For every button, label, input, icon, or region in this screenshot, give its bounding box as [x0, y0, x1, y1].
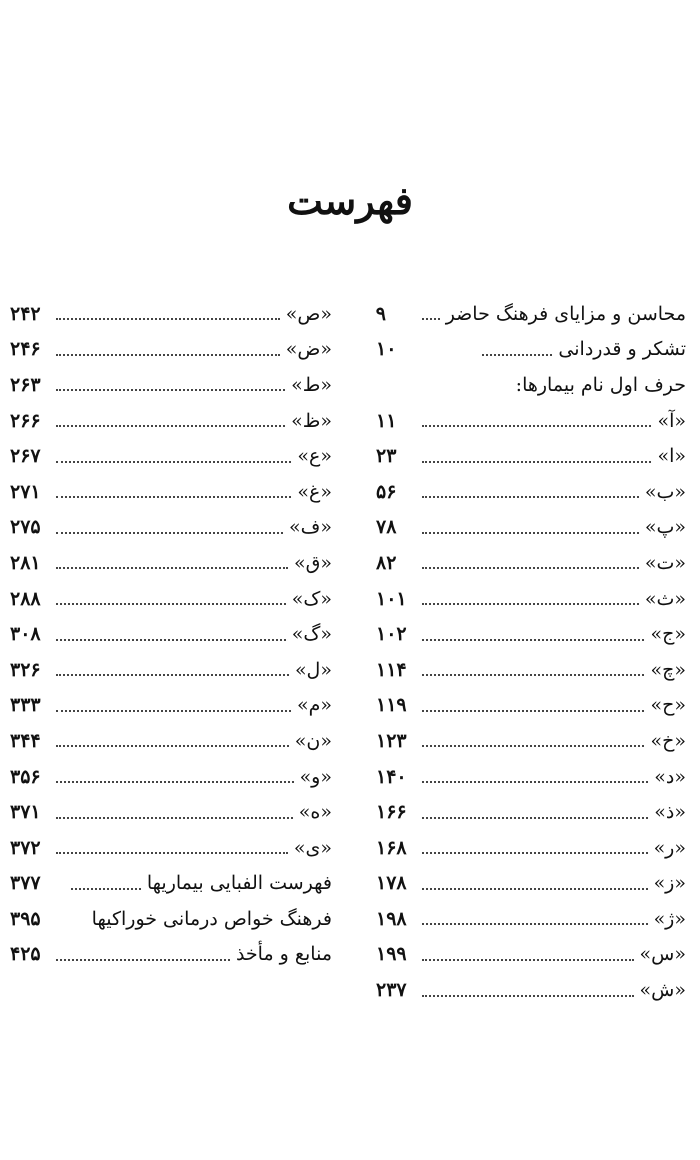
toc-entry-label: «ی» [293, 836, 332, 859]
toc-entry [376, 510, 686, 546]
toc-entry [10, 937, 332, 973]
toc-entry [376, 403, 686, 439]
toc-entry [10, 545, 332, 581]
toc-entry [10, 438, 332, 474]
dot-leader [422, 851, 648, 854]
toc-entry [10, 830, 332, 866]
toc-entry [376, 866, 686, 902]
toc-entry [10, 474, 332, 510]
toc-entry [10, 332, 332, 368]
toc-entry-label: «ح» [650, 694, 686, 717]
toc-entry-label: «د» [654, 765, 686, 788]
toc-entry-page: ۲۴۶ [10, 338, 41, 361]
toc-entry-page: ۲۶۳ [10, 373, 41, 396]
dot-leader [422, 638, 644, 641]
toc-entry-page: ۳۹۵ [10, 907, 41, 930]
dot-leader [56, 602, 286, 605]
dot-leader [56, 566, 288, 569]
page-title: فهرست [287, 178, 413, 223]
toc-entry [376, 296, 686, 332]
dot-leader [422, 780, 648, 783]
toc-left-column [10, 296, 332, 972]
dot-leader [56, 388, 285, 391]
toc-entry-page: ۲۸۱ [10, 551, 41, 574]
toc-entry [376, 830, 686, 866]
dot-leader [482, 353, 552, 356]
dot-leader [56, 460, 291, 463]
dot-leader [56, 317, 280, 320]
toc-entry-label: «خ» [650, 729, 686, 752]
toc-entry-page: ۲۷۵ [10, 516, 41, 539]
dot-leader [56, 424, 285, 427]
toc-entry-label: «ل» [294, 658, 332, 681]
dot-leader [422, 994, 634, 997]
toc-entry-label: «غ» [297, 480, 332, 503]
dot-leader [422, 887, 648, 890]
dot-leader [56, 744, 289, 747]
toc-entry-label: «ز» [653, 872, 686, 895]
toc-entry [376, 901, 686, 937]
toc-entry [376, 688, 686, 724]
toc-entry-label: «ژ» [653, 907, 686, 930]
dot-leader [422, 709, 644, 712]
toc-entry-page: ۳۲۶ [10, 658, 41, 681]
toc-entry [376, 794, 686, 830]
toc-entry [376, 332, 686, 368]
dot-leader [56, 495, 291, 498]
toc-entry-label: «پ» [644, 516, 686, 539]
toc-entry-label: «م» [296, 694, 332, 717]
toc-entry-page: ۵۶ [376, 480, 397, 503]
toc-entry-label: «چ» [650, 658, 686, 681]
dot-leader [71, 887, 141, 890]
toc-entry [10, 581, 332, 617]
dot-leader [422, 816, 648, 819]
toc-entry-label: «گ» [291, 623, 332, 646]
toc-entry-label: منابع و مأخذ [235, 943, 332, 966]
toc-entry-page: ۲۶۷ [10, 445, 41, 468]
toc-entry-label: «و» [299, 765, 332, 788]
dot-leader [56, 816, 293, 819]
toc-entry [10, 688, 332, 724]
toc-entry-page: ۸۲ [376, 551, 397, 574]
toc-entry [376, 474, 686, 510]
dot-leader [422, 317, 440, 320]
toc-entry-page: ۳۵۶ [10, 765, 41, 788]
toc-entry-page: ۲۸۸ [10, 587, 41, 610]
toc-entry-label: «ر» [653, 836, 686, 859]
toc-entry-page: ۱۴۰ [376, 765, 407, 788]
toc-entry-page: ۱۰۱ [376, 587, 407, 610]
dot-leader [422, 566, 639, 569]
toc-entry-page: ۳۳۳ [10, 694, 41, 717]
toc-entry-label: «ظ» [291, 409, 332, 432]
dot-leader [56, 638, 286, 641]
toc-entry-page: ۳۷۱ [10, 801, 41, 824]
dot-leader [422, 602, 639, 605]
toc-entry-page: ۱۰۲ [376, 623, 407, 646]
toc-entry-page: ۱۲۳ [376, 729, 407, 752]
toc-entry-page: ۲۴۲ [10, 302, 41, 325]
toc-entry [376, 581, 686, 617]
toc-entry [376, 972, 686, 1008]
toc-entry [10, 296, 332, 332]
dot-leader [56, 851, 288, 854]
toc-entry-page: ۹ [375, 302, 386, 325]
dot-leader [422, 460, 651, 463]
dot-leader [422, 744, 644, 747]
dot-leader [56, 353, 280, 356]
toc-entry-page: ۱۷۸ [376, 872, 407, 895]
toc-entry-page: ۱۱۹ [376, 694, 407, 717]
toc-entry-page: ۲۳ [376, 445, 397, 468]
toc-entry-page: ۲۷۱ [10, 480, 41, 503]
toc-entry-page: ۳۴۴ [10, 729, 41, 752]
toc-entry-page: ۲۶۶ [10, 409, 41, 432]
toc-entry-label: «ذ» [654, 801, 686, 824]
toc-entry [376, 367, 686, 403]
dot-leader [56, 673, 289, 676]
dot-leader [422, 495, 639, 498]
toc-entry [376, 759, 686, 795]
dot-leader [56, 958, 230, 961]
toc-entry [10, 759, 332, 795]
toc-entry [10, 794, 332, 830]
dot-leader [56, 709, 291, 712]
toc-entry-label: فهرست الفبایی بیماریها [146, 872, 332, 895]
toc-entry-label: «ج» [650, 623, 686, 646]
toc-entry-label: «ش» [639, 979, 686, 1002]
dot-leader [56, 531, 283, 534]
toc-entry [376, 438, 686, 474]
toc-entry-label: «ض» [285, 338, 332, 361]
toc-entry-label: «ع» [297, 445, 332, 468]
toc-entry [376, 545, 686, 581]
toc-entry-label: فرهنگ خواص درمانی خوراکیها [91, 907, 332, 930]
toc-entry [10, 510, 332, 546]
toc-entry-label: «س» [639, 943, 686, 966]
toc-entry-page: ۳۷۷ [10, 872, 41, 895]
toc-entry-label: محاسن و مزایای فرهنگ حاضر [445, 302, 686, 325]
dot-leader [422, 673, 644, 676]
toc-entry-label: «ص» [285, 302, 332, 325]
toc-entry [10, 901, 332, 937]
toc-entry [10, 723, 332, 759]
toc-entry [10, 616, 332, 652]
toc-entry-page: ۱۹۹ [376, 943, 407, 966]
toc-entry-page: ۱۰ [376, 338, 397, 361]
toc-entry-page: ۱۱ [376, 409, 397, 432]
toc-entry-label: «ت» [644, 551, 686, 574]
dot-leader [422, 424, 651, 427]
toc-entry-label: «ه» [298, 801, 332, 824]
dot-leader [422, 958, 634, 961]
toc-entry-page: ۱۹۸ [376, 907, 407, 930]
toc-entry [376, 937, 686, 973]
toc-entry-page: ۳۷۲ [10, 836, 41, 859]
toc-entry-label: «ب» [644, 480, 686, 503]
toc-entry [10, 367, 332, 403]
toc-entry-label: تشکر و قدردانی [558, 338, 686, 361]
toc-entry-page: ۷۸ [376, 516, 397, 539]
toc-entry-page: ۱۱۴ [376, 658, 407, 681]
toc-entry [10, 866, 332, 902]
toc-entry-page: ۱۶۸ [376, 836, 407, 859]
toc-entry [376, 616, 686, 652]
toc-entry-label: «ف» [289, 516, 332, 539]
toc-entry-page: ۲۳۷ [376, 979, 407, 1002]
dot-leader [56, 780, 294, 783]
toc-entry [10, 403, 332, 439]
toc-entry-label: «ث» [644, 587, 686, 610]
toc-entry [376, 723, 686, 759]
dot-leader [422, 531, 639, 534]
toc-entry-page: ۱۶۶ [376, 801, 407, 824]
toc-right-column [376, 296, 686, 1008]
toc-entry-label: «ک» [291, 587, 332, 610]
toc-entry-label: «ق» [294, 551, 332, 574]
toc-entry-label: حرف اول نام بیمارها: [515, 373, 686, 396]
toc-entry-label: «ط» [291, 373, 332, 396]
toc-entry-page: ۴۲۵ [10, 943, 41, 966]
toc-entry [376, 652, 686, 688]
toc-entry-label: «آ» [657, 409, 686, 432]
toc-entry-label: «ن» [294, 729, 332, 752]
dot-leader [422, 922, 648, 925]
toc-entry [10, 652, 332, 688]
toc-entry-page: ۳۰۸ [10, 623, 41, 646]
toc-entry-label: «ا» [657, 445, 686, 468]
